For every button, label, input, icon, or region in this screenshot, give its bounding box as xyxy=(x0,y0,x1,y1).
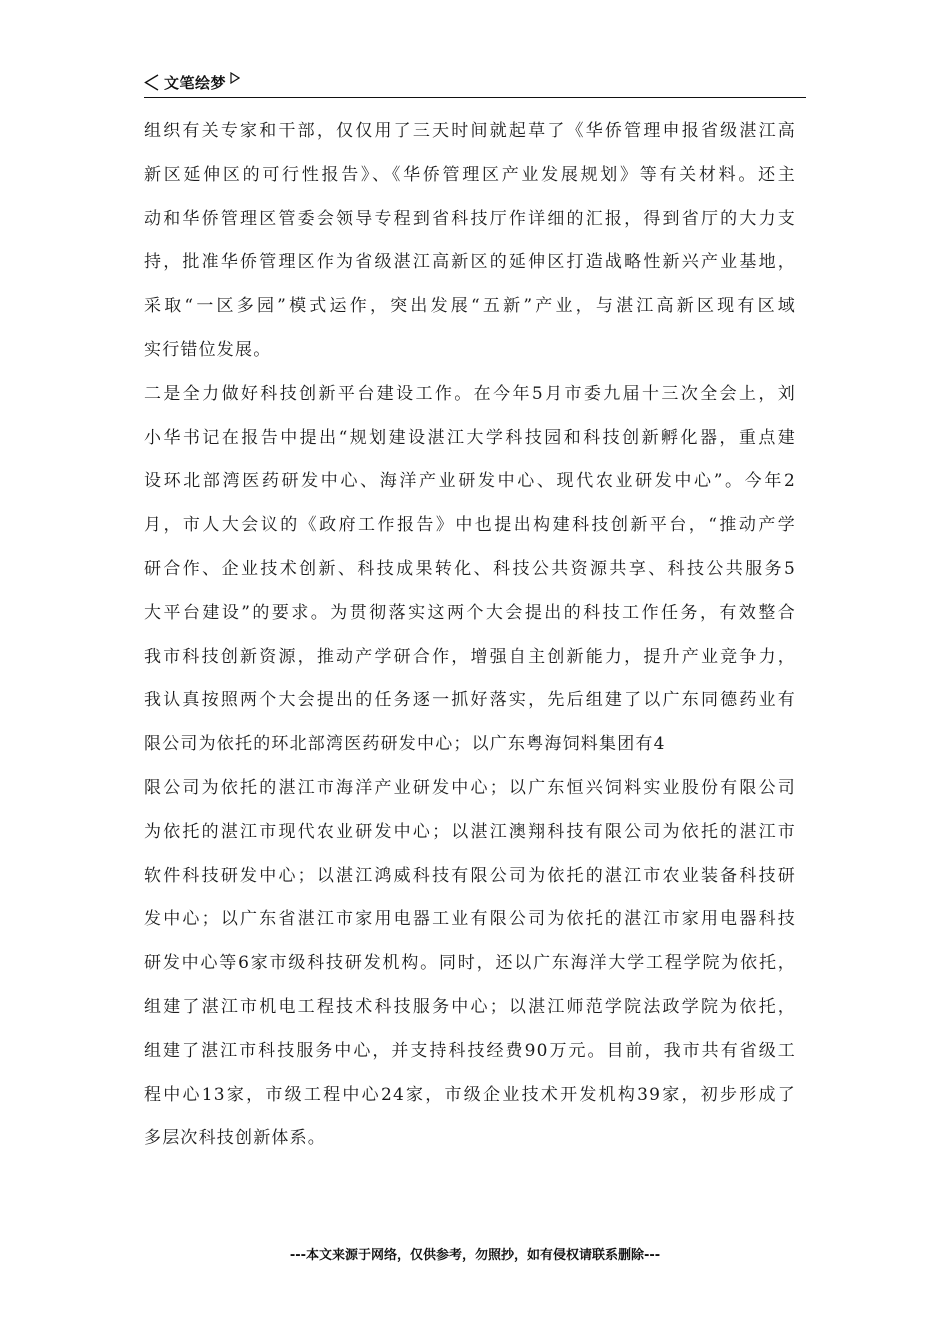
text-line: 设环北部湾医药研发中心、海洋产业研发中心、现代农业研发中心”。今年2 xyxy=(144,471,796,492)
text-line: 发中心；以广东省湛江市家用电器工业有限公司为依托的湛江市家用电器科技 xyxy=(144,909,796,930)
text-line: 组建了湛江市机电工程技术科技服务中心；以湛江师范学院法政学院为依托， xyxy=(144,996,796,1017)
text-line: 限公司为依托的环北部湾医药研发中心；以广东粤海饲料集团有4 xyxy=(144,734,666,755)
text-line: 月，市人大会议的《政府工作报告》中也提出构建科技创新平台，“推动产学 xyxy=(144,515,796,536)
text-line: 实行错位发展。 xyxy=(144,339,272,360)
text-line: 组织有关专家和干部，仅仅用了三天时间就起草了《华侨管理申报省级湛江高 xyxy=(144,121,796,141)
header-divider xyxy=(144,97,806,98)
text-line: 组建了湛江市科技服务中心，并支持科技经费90万元。目前，我市共有省级工 xyxy=(144,1040,796,1061)
text-line: 采取“一区多园”模式运作，突出发展“五新”产业，与湛江高新区现有区域 xyxy=(144,296,796,317)
text-line: 动和华侨管理区管委会领导专程到省科技厅作详细的汇报，得到省厅的大力支 xyxy=(144,208,796,229)
text-line: 多层次科技创新体系。 xyxy=(144,1128,326,1149)
text-line: 小华书记在报告中提出“规划建设湛江大学科技园和科技创新孵化器，重点建 xyxy=(144,427,796,448)
text-line: 我市科技创新资源，推动产学研合作，增强自主创新能力，提升产业竞争力， xyxy=(144,646,796,667)
triangle-right-icon xyxy=(230,72,240,84)
text-line: 持，批准华侨管理区作为省级湛江高新区的延伸区打造战略性新兴产业基地， xyxy=(144,252,796,273)
text-line: 限公司为依托的湛江市海洋产业研发中心；以广东恒兴饲料实业股份有限公司 xyxy=(144,777,796,798)
text-line: 我认真按照两个大会提出的任务逐一抓好落实，先后组建了以广东同德药业有 xyxy=(144,690,796,711)
text-line: 程中心13家，市级工程中心24家，市级企业技术开发机构39家，初步形成了 xyxy=(144,1084,796,1105)
document-body xyxy=(144,110,810,1161)
text-line: 二是全力做好科技创新平台建设工作。在今年5月市委九届十三次全会上，刘 xyxy=(144,383,796,404)
page-header xyxy=(144,70,806,96)
text-line: 研合作、企业技术创新、科技成果转化、科技公共资源共享、科技公共服务5 xyxy=(144,558,796,579)
footer-disclaimer: ---本文来源于网络，仅供参考，勿照抄，如有侵权请联系删除--- xyxy=(289,1248,661,1263)
text-line: 为依托的湛江市现代农业研发中心；以湛江澳翔科技有限公司为依托的湛江市 xyxy=(144,821,796,842)
text-line: 研发中心等6家市级科技研发机构。同时，还以广东海洋大学工程学院为依托， xyxy=(144,953,796,974)
text-line: 大平台建设”的要求。为贯彻落实这两个大会提出的科技工作任务，有效整合 xyxy=(144,602,796,623)
triangle-left-icon xyxy=(144,74,159,91)
text-line: 软件科技研发中心；以湛江鸿威科技有限公司为依托的湛江市农业装备科技研 xyxy=(144,865,796,886)
header-title: 文笔绘梦 xyxy=(164,74,227,92)
text-line: 新区延伸区的可行性报告》、《华侨管理区产业发展规划》等有关材料。还主 xyxy=(144,164,796,185)
